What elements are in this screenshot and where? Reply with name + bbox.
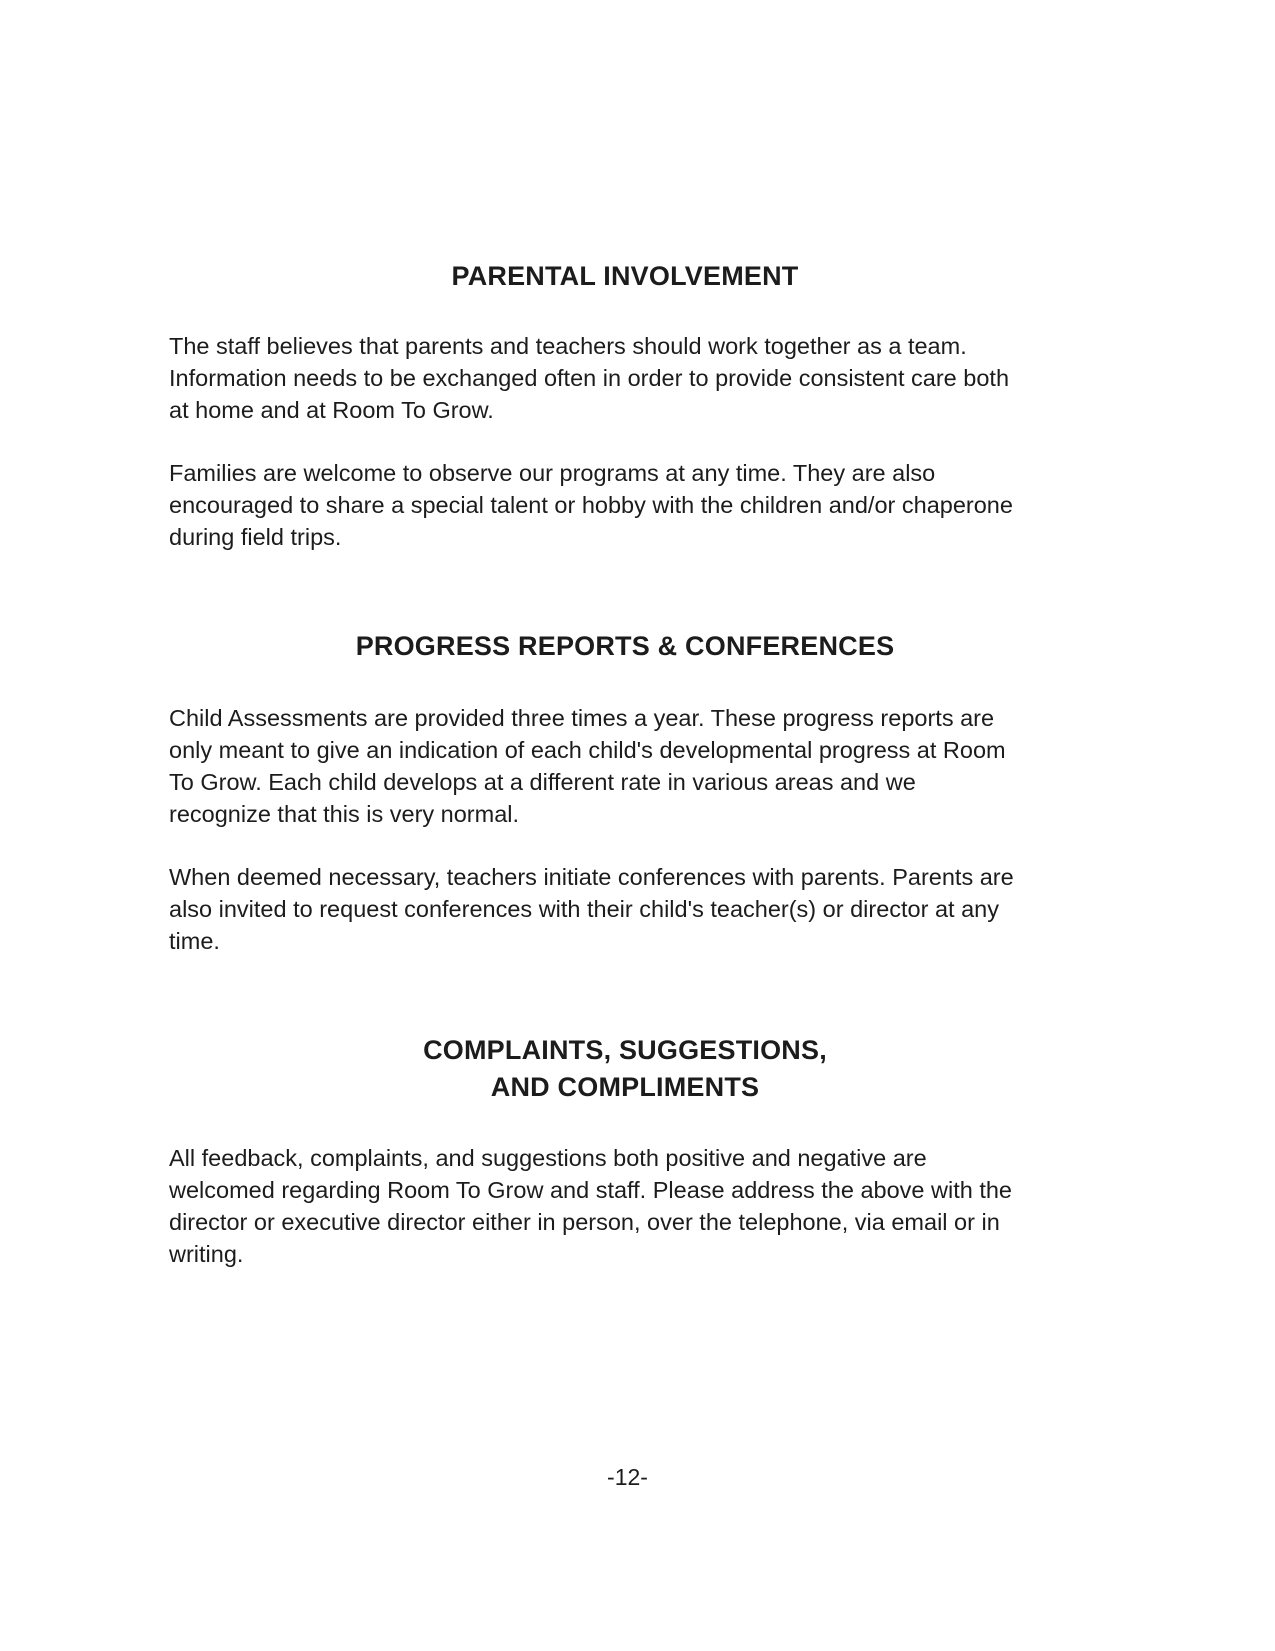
- heading-line: AND COMPLIMENTS: [490, 1072, 760, 1102]
- paragraph-line: at home and at Room To Grow.: [169, 397, 494, 423]
- paragraph-line: writing.: [169, 1241, 244, 1267]
- paragraph-parental-involvement-1: [169, 330, 1099, 426]
- paragraph-complaints-1: [169, 1142, 1099, 1270]
- paragraph-progress-reports-1: [169, 702, 1099, 830]
- paragraph-line: time.: [169, 928, 220, 954]
- section-heading-progress-reports: [0, 628, 1250, 665]
- paragraph-line: director or executive director either in person, over the telephone, via email or in: [169, 1209, 1000, 1235]
- heading-line: COMPLAINTS, SUGGESTIONS,: [423, 1035, 827, 1065]
- paragraph-line: To Grow. Each child develops at a different rate in various areas and we: [169, 769, 916, 795]
- paragraph-line: When deemed necessary, teachers initiate conferences with parents. Parents are: [169, 864, 1014, 890]
- heading-line: PARENTAL INVOLVEMENT: [451, 261, 799, 291]
- paragraph-line: welcomed regarding Room To Grow and staff. Please address the above with the: [169, 1177, 1012, 1203]
- paragraph-progress-reports-2: [169, 861, 1099, 957]
- page-number: -12-: [607, 1464, 648, 1490]
- paragraph-line: The staff believes that parents and teachers should work together as a team.: [169, 333, 967, 359]
- paragraph-line: Child Assessments are provided three times a year. These progress reports are: [169, 705, 995, 731]
- paragraph-line: Families are welcome to observe our programs at any time. They are also: [169, 460, 936, 486]
- paragraph-line: during field trips.: [169, 524, 342, 550]
- paragraph-line: All feedback, complaints, and suggestions both positive and negative are: [169, 1145, 927, 1171]
- section-heading-complaints: [0, 1032, 1250, 1106]
- paragraph-line: recognize that this is very normal.: [169, 801, 520, 827]
- paragraph-line: Information needs to be exchanged often in order to provide consistent care both: [169, 365, 1010, 391]
- paragraph-parental-involvement-2: [169, 457, 1099, 553]
- paragraph-line: encouraged to share a special talent or hobby with the children and/or chaperone: [169, 492, 1013, 518]
- paragraph-line: also invited to request conferences with their child's teacher(s) or director at any: [169, 896, 999, 922]
- heading-line: PROGRESS REPORTS & CONFERENCES: [355, 631, 895, 661]
- section-heading-parental-involvement: [0, 258, 1250, 295]
- paragraph-line: only meant to give an indication of each child's developmental progress at Room: [169, 737, 1006, 763]
